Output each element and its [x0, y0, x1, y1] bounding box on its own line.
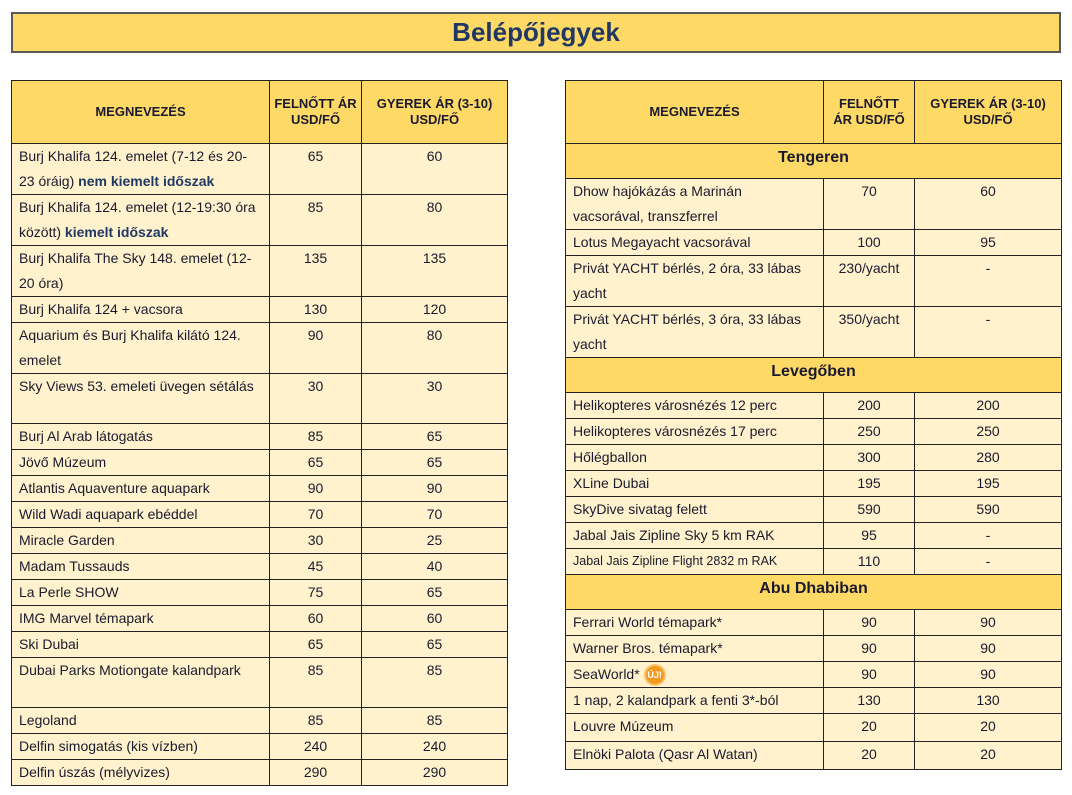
adult-price: 250: [824, 419, 915, 445]
item-name-text: Warner Bros. témapark*: [573, 640, 723, 656]
adult-price: 75: [270, 580, 362, 606]
section-row: [566, 144, 1062, 179]
adult-price: 350/yacht: [824, 307, 915, 358]
item-name-text: Burj Khalifa 124. emelet (12-19:30 óra között): [19, 199, 256, 240]
table-row: [12, 246, 508, 297]
table-row: [566, 471, 1062, 497]
child-price: 85: [362, 708, 508, 734]
child-price: -: [915, 523, 1062, 549]
item-name-text: Burj Khalifa 124 + vacsora: [19, 301, 183, 317]
item-name: [566, 256, 824, 307]
item-name: [12, 195, 270, 246]
section-row: [566, 358, 1062, 393]
item-name-text: Aquarium és Burj Khalifa kilátó 124. emelet: [19, 327, 241, 368]
item-name-text: Privát YACHT bérlés, 3 óra, 33 lábas yacht: [573, 311, 801, 352]
item-name-text: Wild Wadi aquapark ebéddel: [19, 506, 198, 522]
table-row: [12, 424, 508, 450]
table-row: [566, 230, 1062, 256]
table-row: [12, 606, 508, 632]
header-adult: FELNŐTT ÁR USD/FŐ: [824, 81, 915, 144]
adult-price: 130: [270, 297, 362, 323]
item-name-text: Privát YACHT bérlés, 2 óra, 33 lábas yacht: [573, 260, 801, 301]
item-name: [12, 502, 270, 528]
child-price: 200: [915, 393, 1062, 419]
child-price: 590: [915, 497, 1062, 523]
item-name-text: Ski Dubai: [19, 636, 79, 652]
table-row: [12, 450, 508, 476]
table-row: [566, 419, 1062, 445]
item-highlight: nem kiemelt időszak: [78, 173, 215, 189]
child-price: 65: [362, 450, 508, 476]
item-name-text: Delfin úszás (mélyvizes): [19, 764, 170, 780]
item-name: [12, 246, 270, 297]
item-name: [566, 179, 824, 230]
adult-price: 45: [270, 554, 362, 580]
child-price: 40: [362, 554, 508, 580]
table-row: [12, 708, 508, 734]
table-row: [566, 307, 1062, 358]
child-price: 130: [915, 688, 1062, 714]
adult-price: 20: [824, 742, 915, 770]
item-name: [566, 307, 824, 358]
item-name: [566, 419, 824, 445]
item-name: [566, 549, 824, 575]
item-name: [566, 445, 824, 471]
table-row: [12, 195, 508, 246]
item-name: [12, 606, 270, 632]
item-highlight: kiemelt időszak: [64, 224, 169, 240]
table-row: [566, 742, 1062, 770]
adult-price: 85: [270, 658, 362, 708]
adult-price: 20: [824, 714, 915, 742]
child-price: 250: [915, 419, 1062, 445]
table-row: [12, 580, 508, 606]
adult-price: 90: [824, 610, 915, 636]
child-price: 240: [362, 734, 508, 760]
child-price: 65: [362, 632, 508, 658]
item-name: [12, 424, 270, 450]
item-name-text: Sky Views 53. emeleti üvegen sétálás: [19, 378, 254, 394]
child-price: 60: [362, 606, 508, 632]
child-price: 80: [362, 195, 508, 246]
child-price: 195: [915, 471, 1062, 497]
adult-price: 65: [270, 450, 362, 476]
child-price: 80: [362, 323, 508, 374]
item-name: [566, 497, 824, 523]
table-row: [566, 662, 1062, 688]
left-price-table: [11, 80, 508, 786]
item-name: [566, 610, 824, 636]
new-badge-icon: ÚJ!: [646, 666, 664, 684]
table-row: [12, 632, 508, 658]
child-price: 90: [915, 636, 1062, 662]
item-name-text: Legoland: [19, 712, 77, 728]
child-price: 290: [362, 760, 508, 786]
table-row: [566, 445, 1062, 471]
table-row: [12, 297, 508, 323]
adult-price: 290: [270, 760, 362, 786]
item-name: [12, 323, 270, 374]
item-name: [566, 742, 824, 770]
child-price: 90: [362, 476, 508, 502]
child-price: 30: [362, 374, 508, 424]
table-row: [12, 323, 508, 374]
item-name: [12, 528, 270, 554]
item-name: [12, 734, 270, 760]
adult-price: 65: [270, 632, 362, 658]
child-price: 280: [915, 445, 1062, 471]
table-row: [12, 144, 508, 195]
child-price: 60: [362, 144, 508, 195]
adult-price: 30: [270, 528, 362, 554]
item-name: [12, 760, 270, 786]
adult-price: 85: [270, 424, 362, 450]
item-name-text: 1 nap, 2 kalandpark a fenti 3*-ból: [573, 692, 779, 708]
item-name: [566, 688, 824, 714]
item-name-text: Jövő Múzeum: [19, 454, 107, 470]
table-row: [12, 554, 508, 580]
adult-price: 90: [270, 323, 362, 374]
item-name: [566, 393, 824, 419]
section-title: Abu Dhabiban: [566, 575, 1062, 610]
adult-price: 300: [824, 445, 915, 471]
item-name-text: Dhow hajókázás a Marinán vacsorával, transzferrel: [573, 183, 742, 224]
item-name-text: Burj Khalifa The Sky 148. emelet (12-20 óra): [19, 250, 252, 291]
child-price: 90: [915, 662, 1062, 688]
table-row: [566, 179, 1062, 230]
item-name: [12, 297, 270, 323]
header-child: GYEREK ÁR (3-10) USD/FŐ: [915, 81, 1062, 144]
item-name-text: Hőlégballon: [573, 449, 647, 465]
item-name-text: Madam Tussauds: [19, 558, 130, 574]
item-name-text: Ferrari World témapark*: [573, 614, 723, 630]
table-row: [566, 610, 1062, 636]
item-name-text: Elnöki Palota (Qasr Al Watan): [573, 746, 758, 762]
item-name-text: XLine Dubai: [573, 475, 650, 491]
page-title: Belépőjegyek: [11, 12, 1061, 53]
child-price: 135: [362, 246, 508, 297]
section-title: Levegőben: [566, 358, 1062, 393]
item-name-text: Jabal Jais Zipline Flight 2832 m RAK: [573, 554, 778, 568]
item-name: [566, 714, 824, 742]
adult-price: 85: [270, 708, 362, 734]
table-row: [12, 658, 508, 708]
table-row: [12, 502, 508, 528]
adult-price: 130: [824, 688, 915, 714]
adult-price: 90: [824, 662, 915, 688]
right-price-table: [565, 80, 1062, 770]
child-price: 95: [915, 230, 1062, 256]
adult-price: 90: [824, 636, 915, 662]
item-name: [566, 471, 824, 497]
item-name: [12, 476, 270, 502]
item-name: [12, 658, 270, 708]
adult-price: 90: [270, 476, 362, 502]
adult-price: 85: [270, 195, 362, 246]
item-name: [566, 230, 824, 256]
item-name: [12, 450, 270, 476]
table-row: [566, 393, 1062, 419]
item-name: [12, 632, 270, 658]
header-child: GYEREK ÁR (3-10) USD/FŐ: [362, 81, 508, 144]
item-name: [12, 144, 270, 195]
adult-price: 70: [270, 502, 362, 528]
adult-price: 30: [270, 374, 362, 424]
adult-price: 590: [824, 497, 915, 523]
child-price: 25: [362, 528, 508, 554]
child-price: 65: [362, 424, 508, 450]
item-name-text: SkyDive sivatag felett: [573, 501, 707, 517]
item-name-text: Burj Khalifa 124. emelet (7-12 és 20-23 óráig): [19, 148, 248, 189]
table-row: [12, 476, 508, 502]
child-price: -: [915, 256, 1062, 307]
table-row: [566, 636, 1062, 662]
item-name: [566, 662, 824, 688]
table-row: [12, 760, 508, 786]
table-row: [12, 374, 508, 424]
adult-price: 110: [824, 549, 915, 575]
adult-price: 230/yacht: [824, 256, 915, 307]
item-name-text: IMG Marvel témapark: [19, 610, 154, 626]
child-price: 60: [915, 179, 1062, 230]
item-name: [12, 580, 270, 606]
adult-price: 70: [824, 179, 915, 230]
table-row: [12, 528, 508, 554]
child-price: 70: [362, 502, 508, 528]
item-name: [566, 523, 824, 549]
table-row: [12, 734, 508, 760]
item-name-text: Burj Al Arab látogatás: [19, 428, 153, 444]
child-price: -: [915, 549, 1062, 575]
item-name-text: Lotus Megayacht vacsorával: [573, 234, 751, 250]
item-name-text: Miracle Garden: [19, 532, 115, 548]
item-name-text: Dubai Parks Motiongate kalandpark: [19, 662, 241, 678]
adult-price: 240: [270, 734, 362, 760]
child-price: 65: [362, 580, 508, 606]
item-name-text: Delfin simogatás (kis vízben): [19, 738, 198, 754]
adult-price: 135: [270, 246, 362, 297]
table-row: [566, 256, 1062, 307]
header-adult: FELNŐTT ÁR USD/FŐ: [270, 81, 362, 144]
adult-price: 195: [824, 471, 915, 497]
header-name: MEGNEVEZÉS: [12, 81, 270, 144]
child-price: 20: [915, 742, 1062, 770]
adult-price: 95: [824, 523, 915, 549]
adult-price: 60: [270, 606, 362, 632]
table-row: [566, 549, 1062, 575]
section-row: [566, 575, 1062, 610]
table-row: [566, 497, 1062, 523]
item-name-text: Louvre Múzeum: [573, 718, 674, 734]
adult-price: 65: [270, 144, 362, 195]
item-name-text: Jabal Jais Zipline Sky 5 km RAK: [573, 527, 775, 543]
child-price: 20: [915, 714, 1062, 742]
adult-price: 200: [824, 393, 915, 419]
table-row: [566, 714, 1062, 742]
header-name: MEGNEVEZÉS: [566, 81, 824, 144]
child-price: -: [915, 307, 1062, 358]
table-row: [566, 688, 1062, 714]
table-row: [566, 523, 1062, 549]
section-title: Tengeren: [566, 144, 1062, 179]
item-name: [12, 554, 270, 580]
item-name-text: La Perle SHOW: [19, 584, 119, 600]
item-name-text: Helikopteres városnézés 12 perc: [573, 397, 777, 413]
item-name: [12, 374, 270, 424]
item-name-text: SeaWorld*: [573, 666, 640, 682]
item-name-text: Atlantis Aquaventure aquapark: [19, 480, 210, 496]
item-name: [12, 708, 270, 734]
adult-price: 100: [824, 230, 915, 256]
item-name: [566, 636, 824, 662]
item-name-text: Helikopteres városnézés 17 perc: [573, 423, 777, 439]
child-price: 90: [915, 610, 1062, 636]
child-price: 120: [362, 297, 508, 323]
child-price: 85: [362, 658, 508, 708]
